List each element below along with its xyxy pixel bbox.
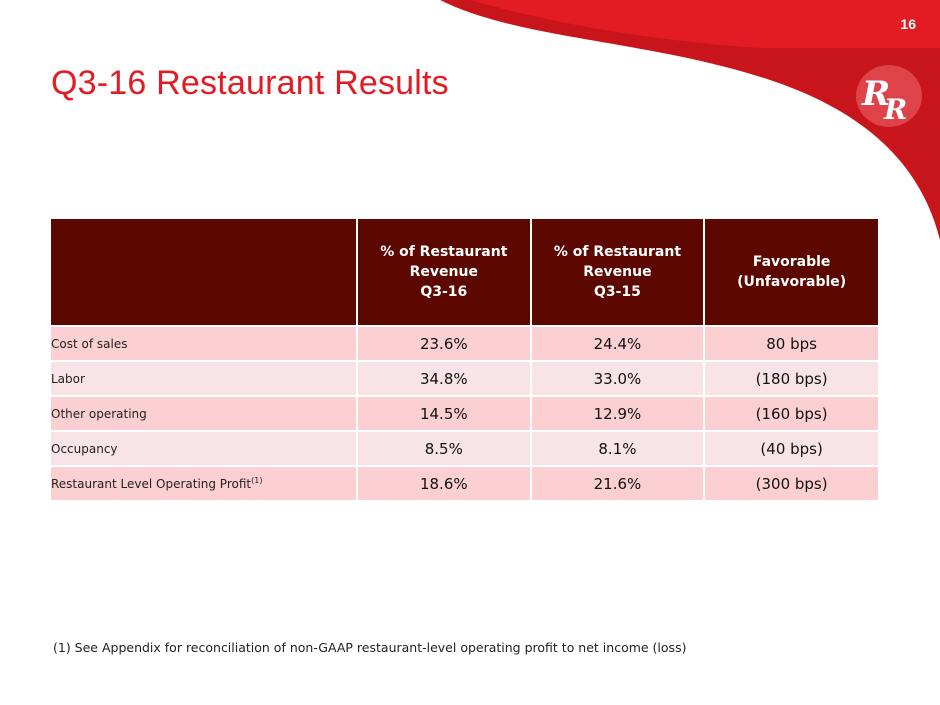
- table-row: [50, 326, 879, 361]
- cell-q316: 14.5%: [357, 396, 531, 431]
- header-q315: % of Restaurant Revenue Q3-15: [531, 218, 705, 326]
- row-label: Labor: [50, 361, 357, 396]
- header-q316: % of Restaurant Revenue Q3-16: [357, 218, 531, 326]
- row-label: Occupancy: [50, 431, 357, 466]
- cell-q315: 33.0%: [531, 361, 705, 396]
- cell-favorable: (300 bps): [704, 466, 879, 501]
- table-row: [50, 466, 879, 501]
- table-row: [50, 431, 879, 466]
- row-label: Restaurant Level Operating Profit$^{(1)}$: [50, 466, 357, 501]
- cell-q315: 12.9%: [531, 396, 705, 431]
- cell-q315: 24.4%: [531, 326, 705, 361]
- cell-q316: 34.8%: [357, 361, 531, 396]
- svg-text:R: R: [862, 74, 891, 114]
- red-robin-rr-logo-icon: [848, 55, 930, 137]
- cell-q316: 23.6%: [357, 326, 531, 361]
- table-header-row: [50, 218, 879, 326]
- cell-q315: 8.1%: [531, 431, 705, 466]
- page-number: 16: [900, 16, 916, 32]
- restaurant-results-table: [49, 217, 880, 502]
- cell-q315: 21.6%: [531, 466, 705, 501]
- footnote: (1) See Appendix for reconciliation of non-GAAP restaurant-level operating profit to net income (loss): [53, 640, 687, 655]
- cell-favorable: (160 bps): [704, 396, 879, 431]
- header-blank: [50, 218, 357, 326]
- cell-q316: 18.6%: [357, 466, 531, 501]
- cell-q316: 8.5%: [357, 431, 531, 466]
- footnote-marker: (1): [251, 476, 263, 485]
- cell-favorable: 80 bps: [704, 326, 879, 361]
- slide-title: Q3-16 Restaurant Results: [51, 64, 449, 102]
- cell-favorable: (40 bps): [704, 431, 879, 466]
- row-label: Cost of sales: [50, 326, 357, 361]
- table-row: [50, 361, 879, 396]
- row-label: Other operating: [50, 396, 357, 431]
- table-row: [50, 396, 879, 431]
- svg-text:R: R: [884, 93, 908, 126]
- header-favorable: Favorable (Unfavorable): [704, 218, 879, 326]
- cell-favorable: (180 bps): [704, 361, 879, 396]
